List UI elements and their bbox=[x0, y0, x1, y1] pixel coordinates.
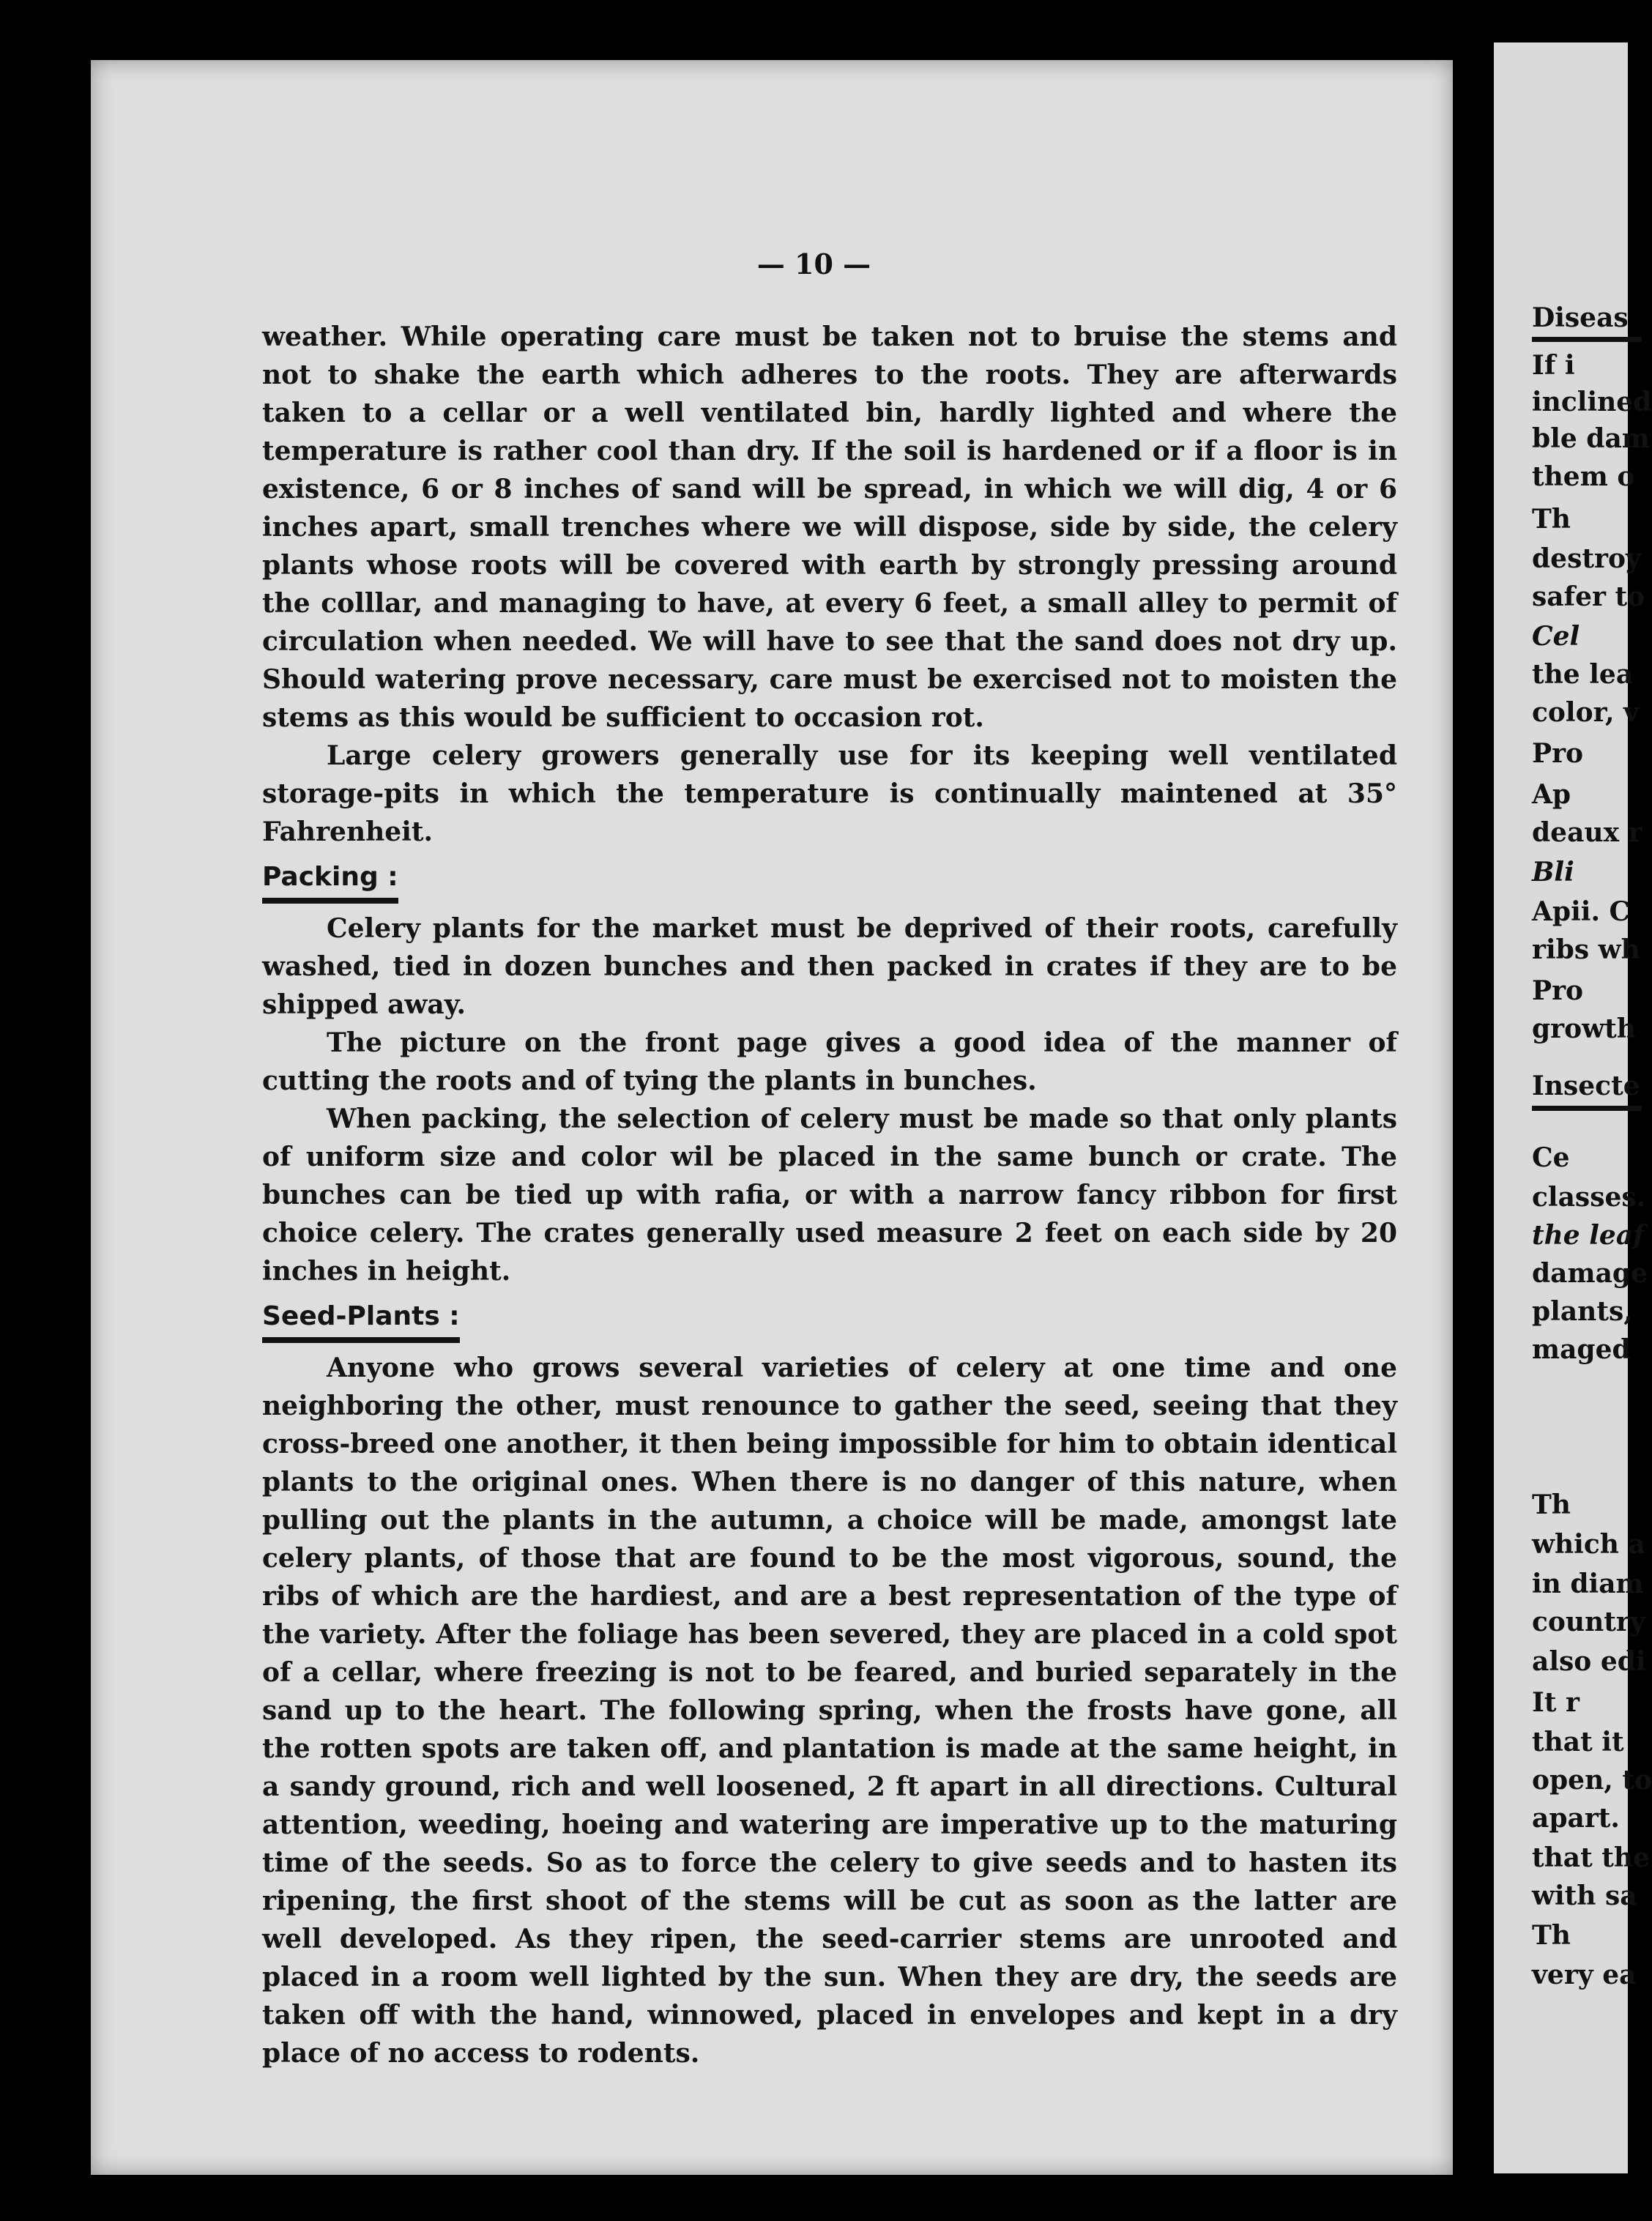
right-page-line: Th bbox=[1532, 1920, 1571, 1951]
right-page-line: Pro bbox=[1532, 738, 1584, 769]
right-page-line: Bli bbox=[1532, 857, 1574, 888]
right-page-heading: Insecte bbox=[1532, 1071, 1640, 1101]
right-page-line: plants, bbox=[1532, 1296, 1633, 1327]
right-page-line: in diam bbox=[1532, 1569, 1644, 1599]
right-page-line: Ce bbox=[1532, 1142, 1570, 1173]
right-page-line: ribs wh bbox=[1532, 934, 1640, 965]
right-page-edge bbox=[1494, 42, 1652, 2173]
right-page-line: ble dam bbox=[1532, 423, 1650, 454]
right-page-line: Th bbox=[1532, 1489, 1571, 1520]
right-page-line: very ea bbox=[1532, 1960, 1637, 1990]
right-page-line: inclined bbox=[1532, 387, 1652, 417]
right-page-line: apart. bbox=[1532, 1803, 1620, 1834]
right-page-line: Apii. C bbox=[1532, 896, 1631, 927]
right-page-line: Pro bbox=[1532, 975, 1584, 1006]
page-number: — 10 — bbox=[756, 248, 871, 280]
right-page-line: the lea bbox=[1532, 659, 1634, 690]
right-page-line: which a bbox=[1532, 1529, 1645, 1560]
right-page-line: country bbox=[1532, 1607, 1645, 1637]
section-heading-packing: Packing : bbox=[262, 860, 398, 904]
right-page-line: Ap bbox=[1532, 779, 1571, 810]
right-page-line: with sa bbox=[1532, 1880, 1637, 1911]
body-paragraph: Celery plants for the market must be deprived of their roots, carefully washed, tied in dozen bunches and then packed in crates if they are to be shipped away. bbox=[262, 913, 1397, 1020]
right-page-line: damage bbox=[1532, 1258, 1648, 1289]
right-page-line: also edi bbox=[1532, 1646, 1646, 1677]
right-page-line: color, v bbox=[1532, 697, 1639, 728]
right-page-line: growth bbox=[1532, 1013, 1636, 1044]
right-page-line: It r bbox=[1532, 1687, 1580, 1718]
right-page-heading: Diseas bbox=[1532, 302, 1629, 333]
right-page-line: Th bbox=[1532, 504, 1571, 535]
right-page-line: that the bbox=[1532, 1842, 1650, 1873]
right-page-line: Cel bbox=[1532, 621, 1580, 652]
heading-rule bbox=[1532, 337, 1642, 342]
right-page-line: them o bbox=[1532, 461, 1635, 492]
body-paragraph: weather. While operating care must be taken not to bruise the stems and not to shake the earth which adheres to the roots. They are afterwards taken to a cellar or a well ventilated bin, hardly lighted and where the temperature is rather cool than dry. If the soil is hardened or if a floor is in existence, 6 or 8 inches of sand will be spread, in which we will dig, 4 or 6 inches apart, small trenches where we will dispose, side by side, the celery plants whose roots will be covered with earth by strongly pressing around the colllar, and managing to have, at every 6 feet, a small alley to permit of circulation when needed. We will have to see that the sand does not dry up. Should watering prove necessary, care must be exercised not to moisten the stems as this would be sufficient to occasion rot. bbox=[262, 321, 1397, 733]
body-paragraph: The picture on the front page gives a good idea of the manner of cutting the roots and of tying the plants in bunches. bbox=[262, 1027, 1397, 1096]
right-page-line: the leaf bbox=[1532, 1220, 1645, 1251]
right-page-line: that it bbox=[1532, 1727, 1624, 1757]
heading-rule bbox=[1532, 1106, 1642, 1111]
right-page-line: safer to bbox=[1532, 581, 1645, 612]
body-paragraph: Anyone who grows several varieties of celery at one time and one neighboring the other, must renounce to gather the seed, seeing that they cross-breed one another, it then being impossible for him to obtain identical plants to the original ones. When there is no danger of this nature, when pulling out the plants in the autumn, a choice will be made, amongst late celery plants, of those that are found to be the most vigorous, sound, the ribs of which are the hardiest, and are a best representation of the type of the variety. After the foliage has been severed, they are placed in a cold spot of a cellar, where freezing is not to be feared, and buried separately in the sand up to the heart. The following spring, when the frosts have gone, all the rotten spots are taken off, and plantation is made at the same height, in a sandy ground, rich and well loosened, 2 ft apart in all directions. Cultural attention, weeding, hoeing and watering are imperative up to the maturing time of the seeds. So as to force the celery to give seeds and to hasten its ripening, the first shoot of the stems will be cut as soon as the latter are well developed. As they ripen, the seed-carrier stems are unrooted and placed in a room well lighted by the sun. When they are dry, the seeds are taken off with the hand, winnowed, placed in envelopes and kept in a dry place of no access to rodents. bbox=[262, 1353, 1397, 2069]
right-page-line: open, to bbox=[1532, 1765, 1652, 1796]
right-page-line: classes. bbox=[1532, 1182, 1646, 1213]
right-page-line: destroy bbox=[1532, 543, 1641, 574]
body-paragraph: When packing, the selection of celery must be made so that only plants of uniform size and color wil be placed in the same bunch or crate. The bunches can be tied up with rafia, or with a narrow fancy ribbon for first choice celery. The crates generally used measure 2 feet on each side by 20 inches in height. bbox=[262, 1104, 1397, 1287]
body-paragraph: Large celery growers generally use for its keeping well ventilated storage-pits in which the temperature is continually maintened at 35° Fahrenheit. bbox=[262, 740, 1397, 847]
right-page-line: maged bbox=[1532, 1334, 1631, 1365]
page-body bbox=[262, 318, 1397, 2072]
right-page-line: If i bbox=[1532, 350, 1575, 381]
right-page-line: deaux r bbox=[1532, 817, 1642, 848]
section-heading-seed-plants: Seed-Plants : bbox=[262, 1299, 460, 1343]
